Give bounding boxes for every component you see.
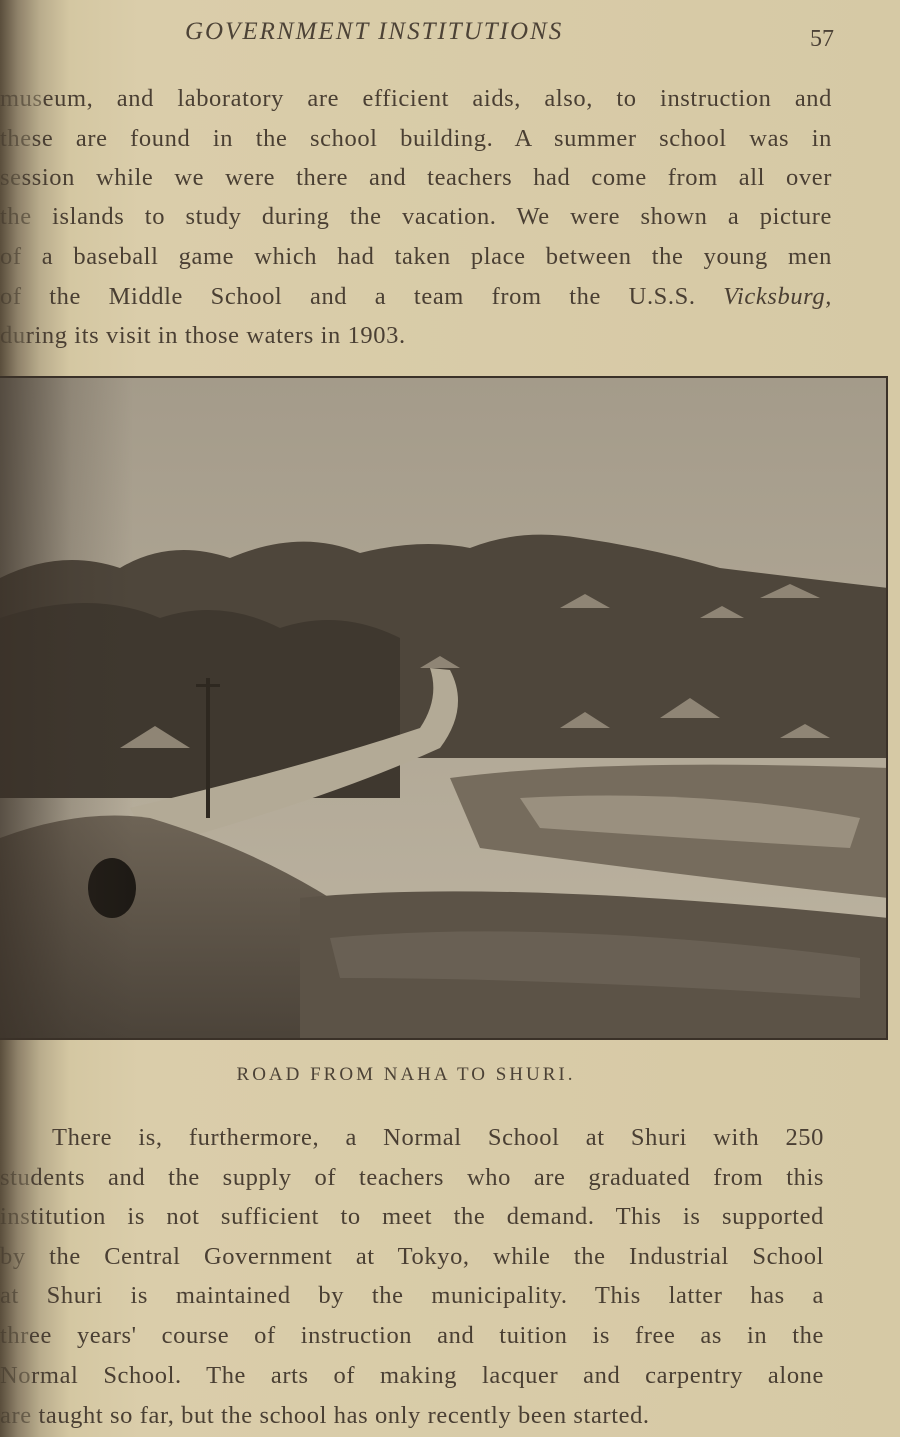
text-line: Normal School. The arts of making lacquer and carpentry alone xyxy=(0,1362,824,1389)
text-line: museum, and laboratory are efficient aids, also, to instruction and xyxy=(0,85,832,112)
page-number: 57 xyxy=(810,26,834,52)
text-line: session while we were there and teachers had come from all over xyxy=(0,164,832,191)
road-landscape-photo xyxy=(0,378,888,1040)
text-line: are taught so far, but the school has only recently been started. xyxy=(0,1402,650,1429)
text-line: at Shuri is maintained by the municipality. This latter has a xyxy=(0,1282,824,1309)
ship-name: Vicksburg, xyxy=(723,283,832,310)
text-line: There is, furthermore, a Normal School at Shuri with 250 xyxy=(52,1124,824,1151)
text-line: institution is not sufficient to meet the demand. This is supported xyxy=(0,1203,824,1230)
text-line: these are found in the school building. A summer school was in xyxy=(0,125,832,152)
text-line: of a baseball game which had taken place between the young men xyxy=(0,243,832,270)
figure-caption: ROAD FROM NAHA TO SHURI. xyxy=(236,1064,576,1085)
text-line: by the Central Government at Tokyo, while the Industrial School xyxy=(0,1243,824,1270)
text-line: students and the supply of teachers who are graduated from this xyxy=(0,1164,824,1191)
page-header xyxy=(0,18,900,52)
photograph xyxy=(0,376,888,1040)
text-line: three years' course of instruction and tuition is free as in the xyxy=(0,1322,824,1349)
running-head: GOVERNMENT INSTITUTIONS xyxy=(185,18,564,45)
text-line: during its visit in those waters in 1903. xyxy=(0,322,406,349)
text-line: of the Middle School and a team from the U.S.S. Vicksburg, xyxy=(0,283,832,310)
text-line: the islands to study during the vacation. We were shown a picture xyxy=(0,203,832,230)
